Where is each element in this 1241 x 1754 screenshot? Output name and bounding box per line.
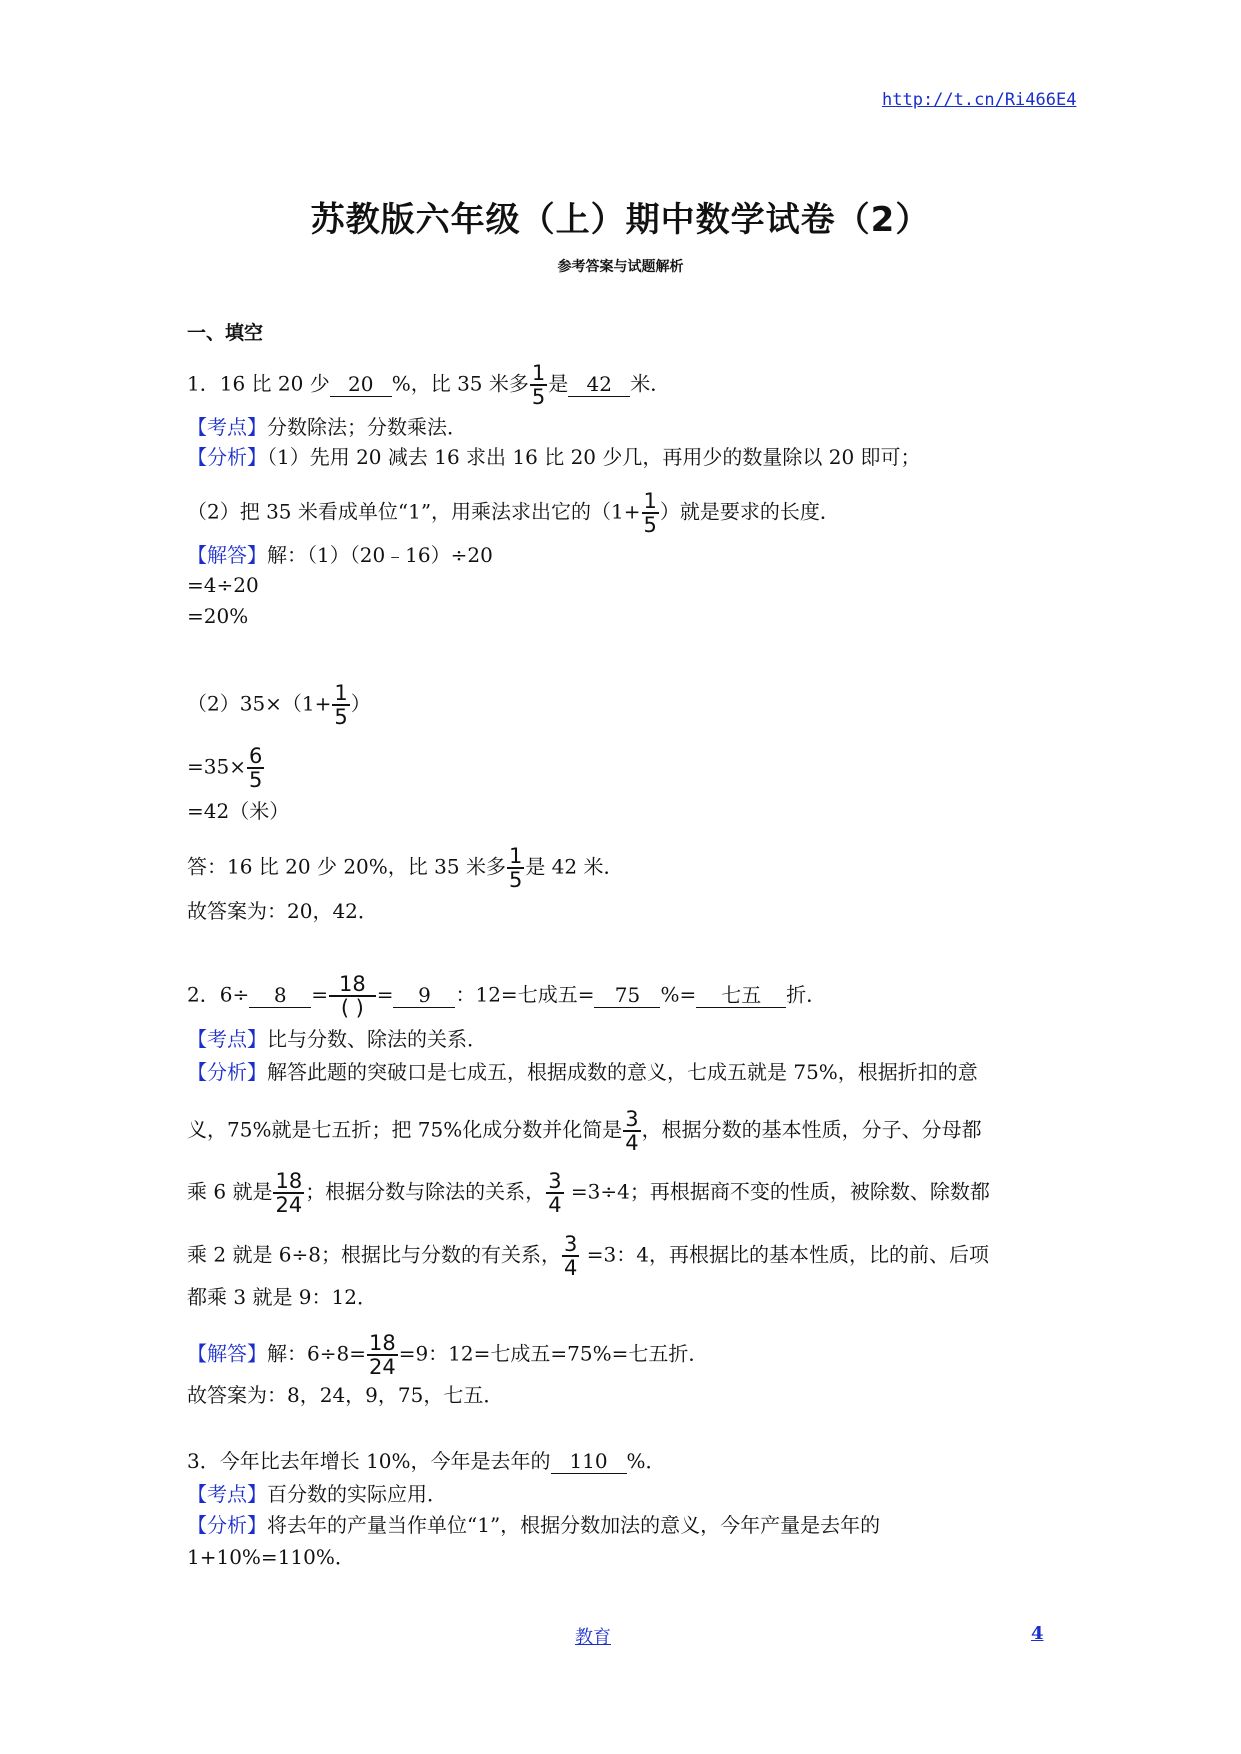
q1-fraction: $\frac{1}{5}$: [531, 361, 546, 409]
q2-fraction: $\frac{18}{( )}$: [329, 973, 376, 1019]
q2-blank-4: 七五: [696, 983, 786, 1008]
q3-kaodian: 【考点】百分数的实际应用．: [187, 1482, 447, 1506]
q3-fenxi-1: 【分析】将去年的产量当作单位“1”，根据分数加法的意义，今年产量是去年的: [187, 1513, 881, 1537]
header-url-link[interactable]: http://t.cn/Ri466E4: [882, 90, 1077, 110]
q1-step-5: =42（米）: [187, 799, 290, 823]
q1-step-3: （2）35×（1+ $\frac{1}{5}$ ）: [187, 681, 371, 729]
q1-jieda: 【解答】解：（1）（20﹣16）÷20: [187, 543, 493, 567]
page-subtitle: 参考答案与试题解析: [557, 259, 684, 275]
q1-question: 1．16 比 20 少 20 %，比 35 米多 $\frac{1}{5}$ 是 42 米．: [187, 361, 671, 409]
q1-fenxi-fraction: $\frac{1}{5}$: [643, 489, 657, 537]
q1-fenxi-2: （2）把 35 米看成单位“1”，用乘法求出它的（1+ $\frac{1}{5}$ ）就是要求的长度．: [187, 489, 840, 537]
page-number: 4: [1031, 1623, 1044, 1644]
q2-blank-3: 75: [594, 983, 660, 1008]
jieda-tag: 【解答】: [187, 543, 267, 567]
q2-final: 故答案为：8，24，9，75，七五．: [187, 1383, 504, 1407]
q1-blank-1: 20: [330, 372, 392, 397]
q2-jieda: 【解答】解：6÷8= $\frac{18}{24}$ =9：12=七成五=75%=七五折．: [187, 1331, 709, 1379]
q2-fenxi-5: 都乘 3 就是 9：12．: [187, 1285, 377, 1309]
q2-fenxi-1: 【分析】解答此题的突破口是七成五，根据成数的意义，七成五就是 75%，根据折扣的意: [187, 1060, 978, 1084]
q1-step-1: =4÷20: [187, 573, 259, 597]
q3-blank-1: 110: [551, 1449, 627, 1474]
kaodian-tag: 【考点】: [187, 415, 267, 439]
q2-fenxi-2: 义，75%就是七五折；把 75%化成分数并化简是 $\frac{3}{4}$ ，根据分数的基本性质，分子、分母都: [187, 1107, 982, 1155]
q2-blank-2: 9: [393, 983, 455, 1008]
page-title: 苏教版六年级（上）期中数学试卷（2）: [310, 200, 931, 240]
q2-question: 2．6÷ 8 = $\frac{18}{( )}$ = 9 ：12=七成五= 75 %= 七五 折．: [187, 972, 827, 1020]
footer-link[interactable]: 教育: [575, 1627, 611, 1648]
q3-fenxi-2: 1+10%=110%．: [187, 1545, 355, 1569]
q2-fenxi-3: 乘 6 就是 $\frac{18}{24}$ ；根据分数与除法的关系， $\frac{3}{4}$ =3÷4；再根据商不变的性质，被除数、除数都: [187, 1169, 990, 1217]
q2-kaodian: 【考点】比与分数、除法的关系．: [187, 1027, 487, 1051]
section-heading: 一、填空: [187, 322, 264, 344]
q2-blank-1: 8: [249, 983, 311, 1008]
q1-step-4: =35× $\frac{6}{5}$: [187, 744, 263, 792]
fenxi-tag: 【分析】: [187, 445, 267, 469]
q1-step-2: =20%: [187, 604, 249, 628]
q2-fenxi-4: 乘 2 就是 6÷8；根据比与分数的有关系， $\frac{3}{4}$ =3：4，再根据比的基本性质，比的前、后项: [187, 1232, 989, 1280]
q1-fenxi-1: 【分析】（1）先用 20 减去 16 求出 16 比 20 少几，再用少的数量除以 20 即可；: [187, 445, 921, 469]
q1-answer: 答：16 比 20 少 20%，比 35 米多 $\frac{1}{5}$ 是 42 米．: [187, 844, 624, 892]
q1-kaodian: 【考点】分数除法；分数乘法．: [187, 415, 467, 439]
q1-blank-2: 42: [568, 372, 630, 397]
q3-question: 3．今年比去年增长 10%，今年是去年的 110 %．: [187, 1449, 666, 1473]
q1-final: 故答案为：20，42．: [187, 899, 378, 923]
